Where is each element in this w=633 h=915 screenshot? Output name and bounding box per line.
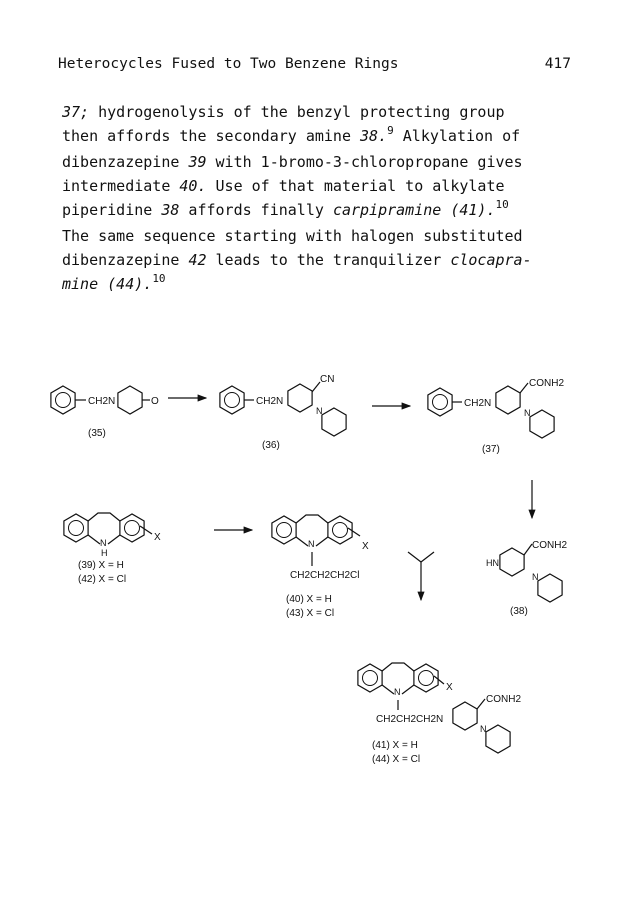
atom-o-35: O	[151, 396, 159, 407]
text-line-7: dibenzazepine 42 leads to the tranquilizer clocapra-	[62, 251, 532, 269]
label-44: (44) X = Cl	[372, 754, 421, 765]
running-header-title: Heterocycles Fused to Two Benzene Rings	[58, 56, 399, 72]
label-35: (35)	[88, 428, 106, 439]
compound-36	[220, 374, 346, 451]
label-41: (41) X = H	[372, 740, 418, 751]
atom-h-39: H	[101, 548, 108, 558]
atom-n-40: N	[308, 539, 315, 549]
atom-cn-36: CN	[320, 374, 335, 385]
atom-conh2-38: CONH2	[532, 540, 568, 551]
atom-n-41: N	[480, 724, 487, 734]
label-38: (38)	[510, 606, 528, 617]
atom-x-41: X	[446, 682, 453, 693]
atom-n-36: N	[316, 406, 323, 416]
label-43: (43) X = Cl	[286, 608, 335, 619]
atom-ch2n-37: CH2N	[464, 398, 492, 409]
label-36: (36)	[262, 440, 280, 451]
converging-arrow	[408, 552, 434, 600]
atom-n-41: N	[394, 687, 401, 697]
text-line-4: intermediate 40. Use of that material to alkylate	[62, 177, 505, 195]
atom-ch2n-36: CH2N	[256, 396, 284, 407]
text-line-6: The same sequence starting with halogen substituted	[62, 227, 523, 245]
page-number: 417	[544, 56, 571, 72]
label-40: (40) X = H	[286, 594, 332, 605]
atom-hn-38: HN	[486, 558, 499, 568]
atom-chain-40: CH2CH2CH2Cl	[290, 570, 360, 581]
label-42: (42) X = Cl	[78, 574, 127, 585]
compound-41-44	[358, 663, 522, 765]
text-line-1: 37; hydrogenolysis of the benzyl protecting group	[62, 103, 505, 121]
body-paragraph	[62, 100, 582, 298]
label-39: (39) X = H	[78, 560, 124, 571]
atom-n-37: N	[524, 408, 531, 418]
atom-conh2-41: CONH2	[486, 694, 522, 705]
atom-n-38: N	[532, 572, 539, 582]
text-line-3: dibenzazepine 39 with 1-bromo-3-chloropropane gives	[62, 153, 523, 171]
atom-n-39: N	[100, 538, 107, 548]
text-line-5: piperidine 38 affords finally carpipramine (41).$^{10}$	[62, 198, 509, 219]
compound-38	[486, 540, 567, 617]
compound-35	[51, 386, 159, 439]
atom-x-40: X	[362, 541, 369, 552]
atom-x-39: X	[154, 532, 161, 543]
reaction-scheme	[0, 330, 633, 790]
text-line-8: mine (44).$^{10}$	[62, 272, 166, 293]
compound-37	[428, 378, 565, 455]
atom-ch2n-35: CH2N	[88, 396, 116, 407]
compound-39-42	[64, 513, 161, 585]
atom-chain-41: CH2CH2CH2N	[376, 714, 444, 725]
label-37: (37)	[482, 444, 500, 455]
atom-conh2-37: CONH2	[529, 378, 565, 389]
compound-40-43	[272, 515, 369, 619]
reaction-scheme-drawing	[0, 330, 633, 790]
text-line-2: then affords the secondary amine 38.$^9$ Alkylation of	[62, 124, 521, 145]
